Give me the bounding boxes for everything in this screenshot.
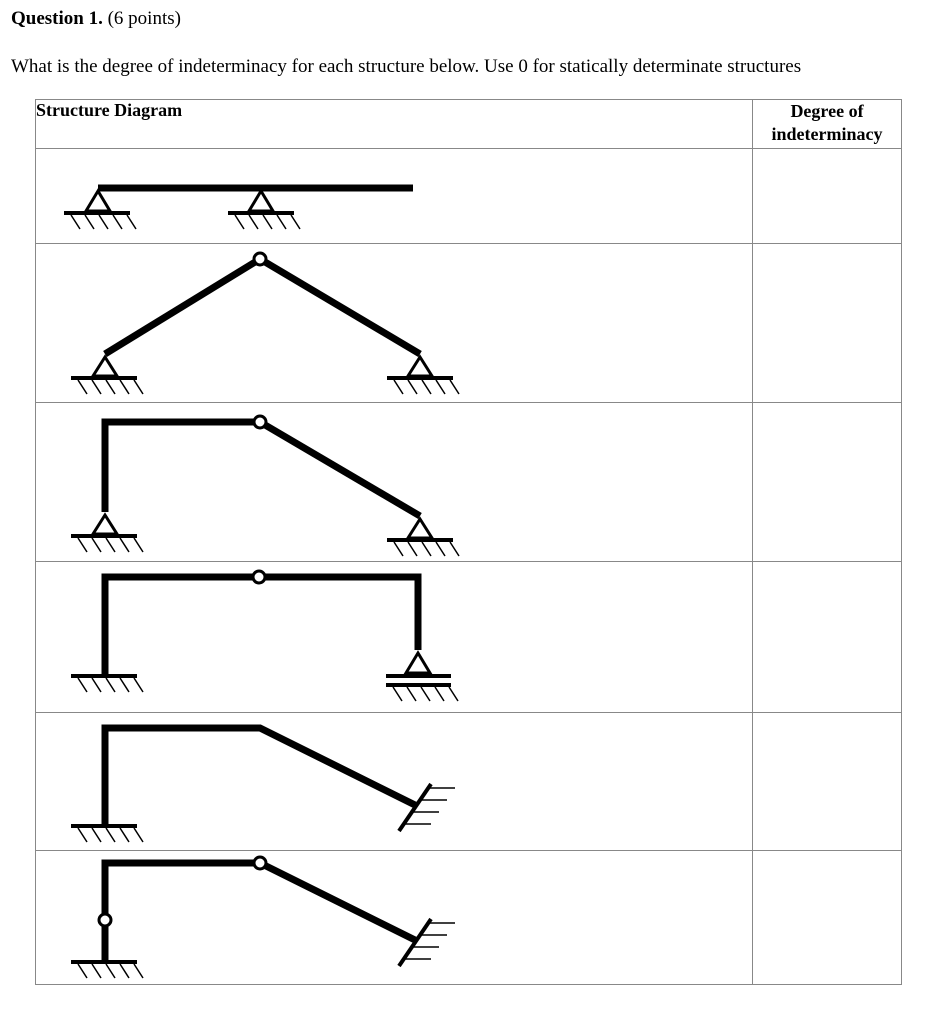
pin-support-icon [387, 519, 459, 556]
table-row [36, 713, 902, 851]
roller-support-icon [386, 653, 458, 701]
column-and-beam-member [105, 422, 260, 512]
table-row [36, 851, 902, 985]
question-points: (6 points) [107, 8, 181, 29]
pin-support-icon [71, 515, 143, 552]
structure-diagram-2 [36, 244, 753, 403]
internal-hinge-icon [254, 416, 266, 428]
pin-support-icon [228, 191, 300, 229]
left-inclined-member [105, 259, 260, 354]
header-structure-diagram: Structure Diagram [36, 100, 753, 149]
fixed-support-icon [71, 826, 143, 842]
frame-member [105, 863, 415, 960]
degree-answer-cell[interactable] [753, 851, 902, 985]
degree-answer-cell[interactable] [753, 713, 902, 851]
pin-support-icon [64, 191, 136, 229]
internal-hinge-icon [253, 571, 265, 583]
structure-2-drawing [36, 244, 752, 402]
structure-diagram-3 [36, 403, 753, 562]
structure-4-drawing [36, 562, 752, 712]
frame-member [105, 728, 415, 825]
degree-answer-cell[interactable] [753, 149, 902, 244]
structure-diagram-5 [36, 713, 753, 851]
right-inclined-member [260, 259, 420, 354]
degree-answer-cell[interactable] [753, 403, 902, 562]
portal-frame-member [105, 577, 418, 675]
structures-table [35, 99, 902, 985]
question-title [11, 8, 181, 30]
header-degree-line1: Degree of [790, 101, 864, 121]
inclined-fixed-support-icon [399, 919, 455, 966]
table-row [36, 403, 902, 562]
header-degree [753, 100, 902, 149]
inclined-member [260, 422, 420, 516]
structure-diagram-4 [36, 562, 753, 713]
degree-answer-cell[interactable] [753, 562, 902, 713]
table-row [36, 244, 902, 403]
header-degree-line2: indeterminacy [771, 124, 883, 144]
internal-hinge-icon [254, 253, 266, 265]
structure-diagram-6 [36, 851, 753, 985]
structure-1-drawing [36, 149, 752, 243]
internal-hinge-icon [254, 857, 266, 869]
question-prompt: What is the degree of indeterminacy for each structure below. Use 0 for statically determinate structures [11, 56, 802, 77]
structure-3-drawing [36, 403, 752, 561]
structure-6-drawing [36, 851, 752, 984]
inclined-fixed-support-icon [399, 784, 455, 831]
column-hinge-icon [99, 914, 111, 926]
pin-support-icon [71, 357, 143, 394]
fixed-support-icon [71, 676, 143, 692]
structure-5-drawing [36, 713, 752, 850]
degree-answer-cell[interactable] [753, 244, 902, 403]
fixed-support-icon [71, 962, 143, 978]
pin-support-icon [387, 357, 459, 394]
structure-diagram-1 [36, 149, 753, 244]
table-row [36, 149, 902, 244]
table-row [36, 562, 902, 713]
table-header-row [36, 100, 902, 149]
question-number: Question 1. [11, 8, 103, 29]
